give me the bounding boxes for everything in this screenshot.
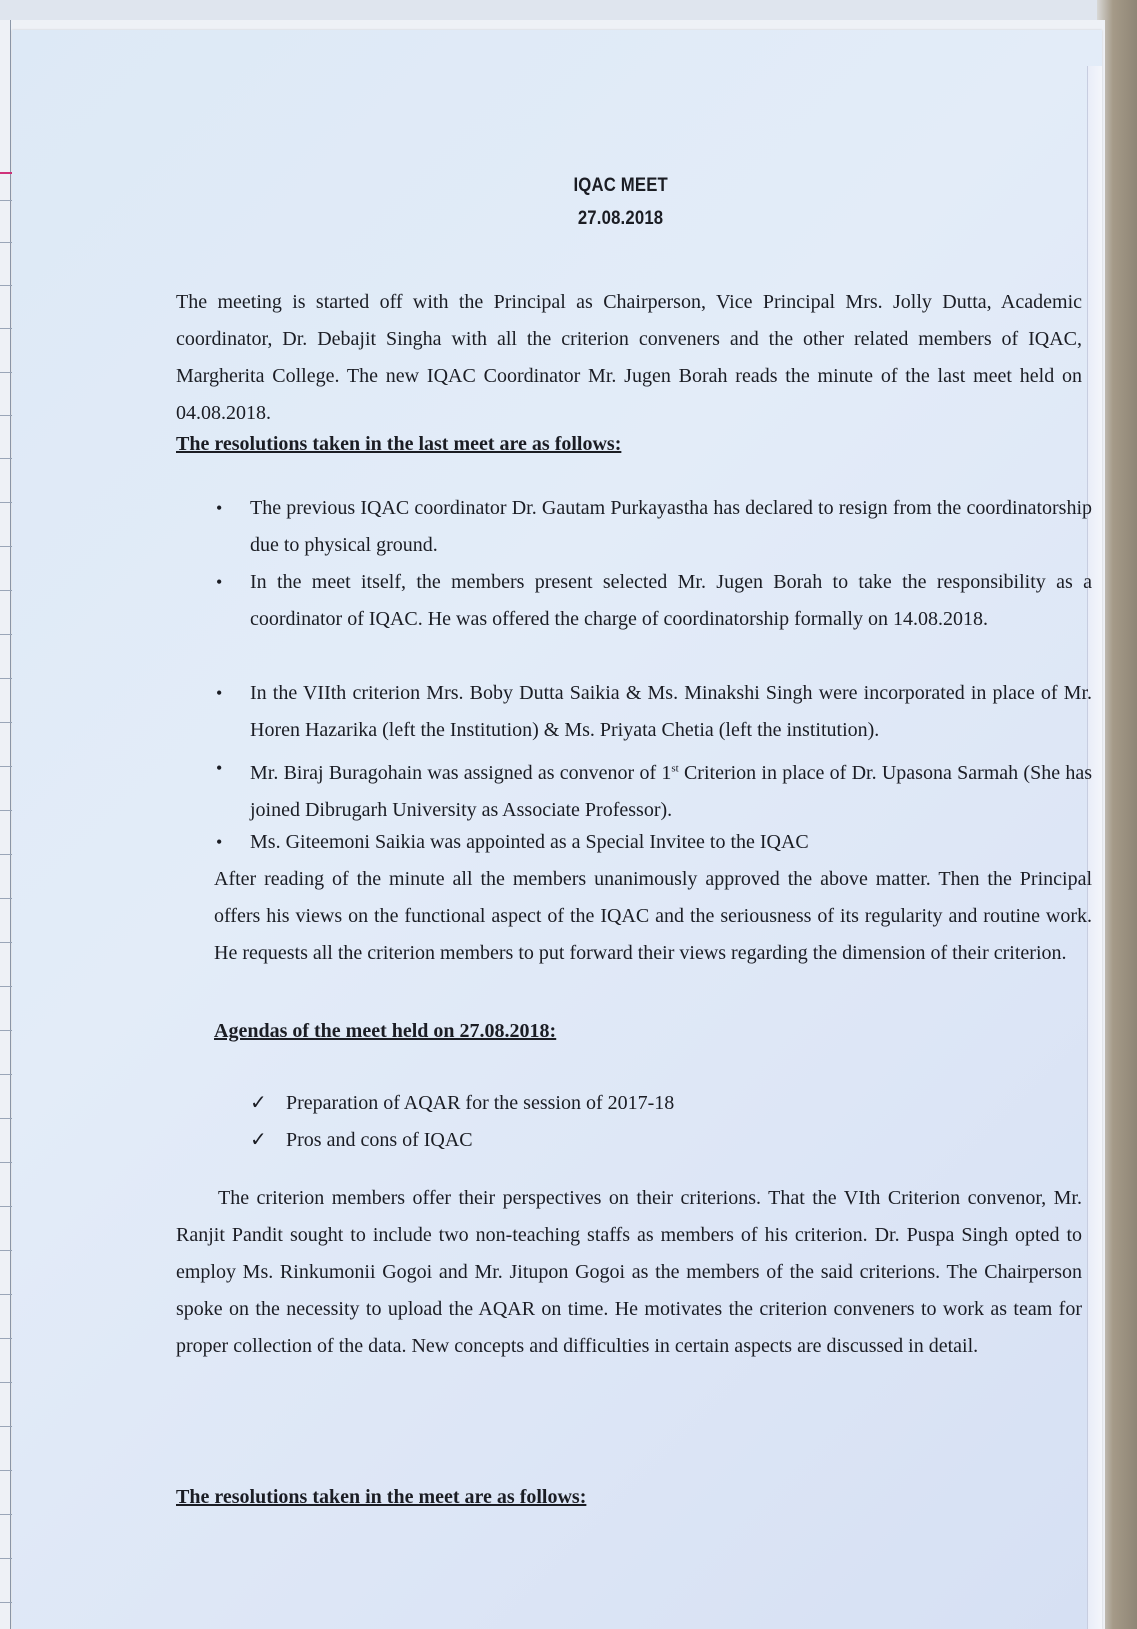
agenda-item (250, 1122, 473, 1159)
meet-resolutions-heading: The resolutions taken in the meet are as follows: (176, 1486, 587, 1508)
ruled-line (0, 1558, 12, 1559)
document-page (12, 30, 1102, 1629)
ruled-line (0, 200, 12, 201)
agenda-item (250, 1085, 675, 1122)
ordinal-suffix: st (671, 762, 679, 774)
ruled-line (0, 634, 12, 635)
discussion-paragraph: The criterion members offer their perspectives on their criterions. That the VIth Criterion convenor, Mr. Ranjit Pandit sought to include two non-teaching staffs as members of his criterion. Dr. Puspa Singh opted to employ Ms. Rinkumonii Gogoi and Mr. Jitupon Gogoi as the members of the said criterions. The Chairperson spoke on the necessity to upload the AQAR on time. He motivates the criterion conveners to work as team for proper collection of the data. New concepts and difficulties in certain aspects are discussed in detail. (176, 1187, 1082, 1357)
ruled-line (0, 678, 12, 679)
resolution-text-part: Criterion in place of Dr. Upasona Sarmah (She has joined Dibrugarh University as Associate Professor). (250, 761, 1092, 821)
ruled-line (0, 1602, 12, 1603)
resolution-text: In the meet itself, the members present selected Mr. Jugen Borah to take the responsibility as a coordinator of IQAC. He was offered the charge of coordinatorship formally on 14.08.2018. (250, 571, 1092, 630)
bullet-icon: • (216, 832, 223, 852)
ruled-line (0, 372, 12, 373)
ruled-line (0, 1294, 12, 1295)
ruled-line (0, 590, 12, 591)
ruled-line (0, 502, 12, 503)
bullet-icon: • (216, 572, 223, 592)
resolution-item (216, 564, 1092, 638)
resolution-item (216, 750, 1092, 829)
ruled-line (0, 898, 12, 899)
ruled-line (0, 458, 12, 459)
intro-paragraph: The meeting is started off with the Principal as Chairperson, Vice Principal Mrs. Jolly Dutta, Academic coordinator, Dr. Debajit Singha with all the criterion conveners and the other related members of IQAC, Margherita College. The new IQAC Coordinator Mr. Jugen Borah reads the minute of the last meet held on 04.08.2018. (176, 291, 1082, 424)
ruled-line (0, 986, 12, 987)
bullet-icon: • (216, 683, 223, 703)
ruled-line (0, 1206, 12, 1207)
ruled-line (0, 242, 12, 243)
ruled-line (0, 1426, 12, 1427)
ruled-line (0, 722, 12, 723)
agenda-heading: Agendas of the meet held on 27.08.2018: (214, 1020, 557, 1042)
ruled-line (0, 1470, 12, 1471)
ruled-line (0, 942, 12, 943)
red-margin-mark (0, 172, 12, 174)
last-meet-resolutions-heading: The resolutions taken in the last meet are as follows: (176, 433, 622, 455)
ruled-line (0, 810, 12, 811)
checkmark-icon: ✓ (250, 1129, 267, 1151)
after-reading-paragraph: After reading of the minute all the members unanimously approved the above matter. Then the Principal offers his views on the functional aspect of the IQAC and the seriousness of its regularity and routine work. He requests all the criterion members to put forward their views regarding the dimension of their criterion. (214, 868, 1092, 964)
resolution-item (216, 675, 1092, 749)
ruled-line (0, 328, 12, 329)
ruled-line (0, 1118, 12, 1119)
ruled-line (0, 546, 12, 547)
resolution-item (216, 490, 1092, 564)
ruled-line (0, 1162, 12, 1163)
bullet-icon: • (216, 758, 223, 778)
checkmark-icon: ✓ (250, 1092, 267, 1114)
resolution-text (250, 762, 1092, 821)
resolution-text: The previous IQAC coordinator Dr. Gautam Purkayastha has declared to resign from the coordinatorship due to physical ground. (250, 497, 1092, 556)
ruled-line (0, 854, 12, 855)
document-date: 27.08.2018 (577, 208, 664, 229)
ruled-line (0, 1030, 12, 1031)
ruled-line (0, 1338, 12, 1339)
margin-line (10, 20, 11, 1629)
document-content (12, 30, 1102, 1629)
ruled-line (0, 1514, 12, 1515)
ruled-line (0, 1074, 12, 1075)
agenda-text: Preparation of AQAR for the session of 2017-18 (286, 1092, 675, 1114)
resolution-item (216, 824, 1092, 861)
resolution-text: In the VIIth criterion Mrs. Boby Dutta Saikia & Ms. Minakshi Singh were incorporated in place of Mr. Horen Hazarika (left the Institution) & Ms. Priyata Chetia (left the institution). (250, 682, 1092, 741)
ruled-line (0, 766, 12, 767)
resolution-text: Ms. Giteemoni Saikia was appointed as a Special Invitee to the IQAC (250, 831, 809, 853)
document-title: IQAC MEET (573, 175, 668, 196)
ruled-line (0, 1250, 12, 1251)
resolution-text-part: Mr. Biraj Buragohain was assigned as convenor of 1 (250, 761, 672, 784)
bullet-icon: • (216, 498, 223, 518)
ruled-line (0, 285, 12, 286)
ruled-line (0, 1382, 12, 1383)
agenda-text: Pros and cons of IQAC (286, 1129, 473, 1151)
ruled-line (0, 415, 12, 416)
